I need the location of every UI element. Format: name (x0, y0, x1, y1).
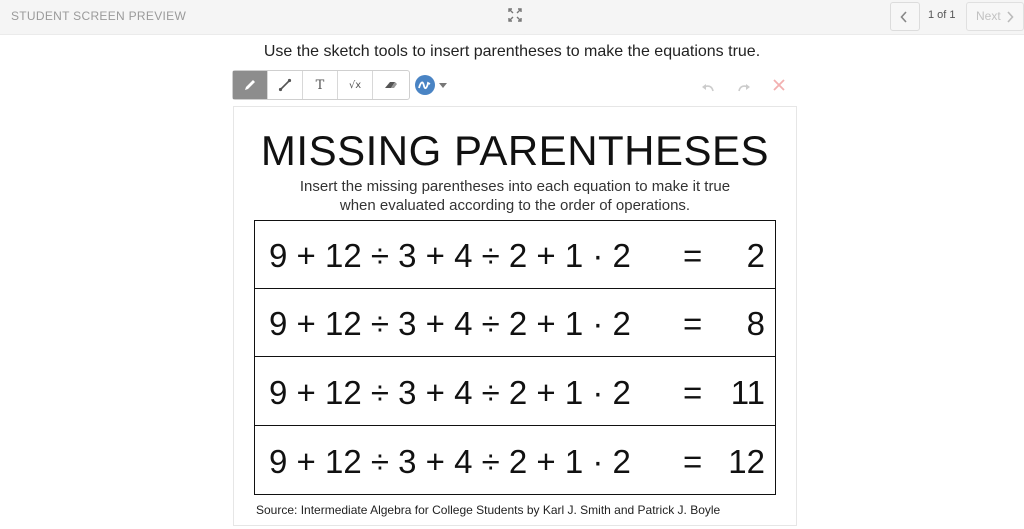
equation-result: 12 (728, 443, 765, 480)
equals-sign: = (683, 374, 703, 411)
pencil-tool-button[interactable] (233, 71, 268, 99)
equation-table (254, 220, 776, 495)
equation-result: 2 (746, 237, 765, 274)
equals-sign: = (683, 237, 703, 274)
equation-row (255, 221, 775, 289)
equation-row (255, 358, 775, 426)
subtitle-line-2: when evaluated according to the order of operations. (339, 197, 691, 214)
worksheet-title: MISSING PARENTHESES (260, 127, 770, 174)
instruction-text: Use the sketch tools to insert parentheses to make the equations true. (263, 43, 761, 60)
eraser-icon (384, 79, 398, 91)
squiggle-icon (418, 79, 432, 91)
text-tool-button[interactable] (303, 71, 338, 99)
preview-header (0, 0, 1024, 35)
equation-row (255, 427, 775, 495)
text-tool-icon: T (315, 77, 325, 93)
fullscreen-icon[interactable] (508, 8, 522, 22)
line-icon (278, 78, 292, 92)
preview-title: STUDENT SCREEN PREVIEW (11, 9, 187, 23)
equation-expression: 9 + 12 ÷ 3 + 4 ÷ 2 + 1 · 2 (269, 374, 631, 411)
equals-sign: = (683, 305, 703, 342)
page-indicator: 1 of 1 (928, 9, 956, 21)
equation-row (255, 289, 775, 357)
line-tool-button[interactable] (268, 71, 303, 99)
math-tool-button[interactable] (338, 71, 373, 99)
next-label: Next (976, 9, 1001, 23)
subtitle-line-1: Insert the missing parentheses into each equation to make it true (299, 178, 731, 195)
equation-expression: 9 + 12 ÷ 3 + 4 ÷ 2 + 1 · 2 (269, 305, 631, 342)
color-swatch (415, 75, 435, 95)
eraser-tool-button[interactable] (373, 71, 408, 99)
undo-icon[interactable] (701, 79, 715, 97)
chevron-right-icon (1006, 11, 1014, 23)
chevron-down-icon (439, 83, 447, 88)
close-icon[interactable] (773, 78, 785, 96)
worksheet-subtitle (234, 177, 796, 215)
equation-result: 11 (730, 374, 765, 411)
math-tool-icon: √x (348, 79, 362, 91)
equation-result: 8 (746, 305, 765, 342)
sketch-toolbar (232, 70, 410, 100)
pencil-icon (243, 78, 257, 92)
next-page-button[interactable] (966, 2, 1024, 31)
previous-page-button[interactable] (890, 2, 920, 31)
source-citation: Source: Intermediate Algebra for College Students by Karl J. Smith and Patrick J. Boyle (256, 503, 721, 517)
equation-expression: 9 + 12 ÷ 3 + 4 ÷ 2 + 1 · 2 (269, 237, 631, 274)
equals-sign: = (683, 443, 703, 480)
sketch-canvas[interactable] (233, 106, 797, 526)
redo-icon[interactable] (737, 79, 751, 97)
chevron-left-icon (900, 11, 908, 23)
equation-expression: 9 + 12 ÷ 3 + 4 ÷ 2 + 1 · 2 (269, 443, 631, 480)
